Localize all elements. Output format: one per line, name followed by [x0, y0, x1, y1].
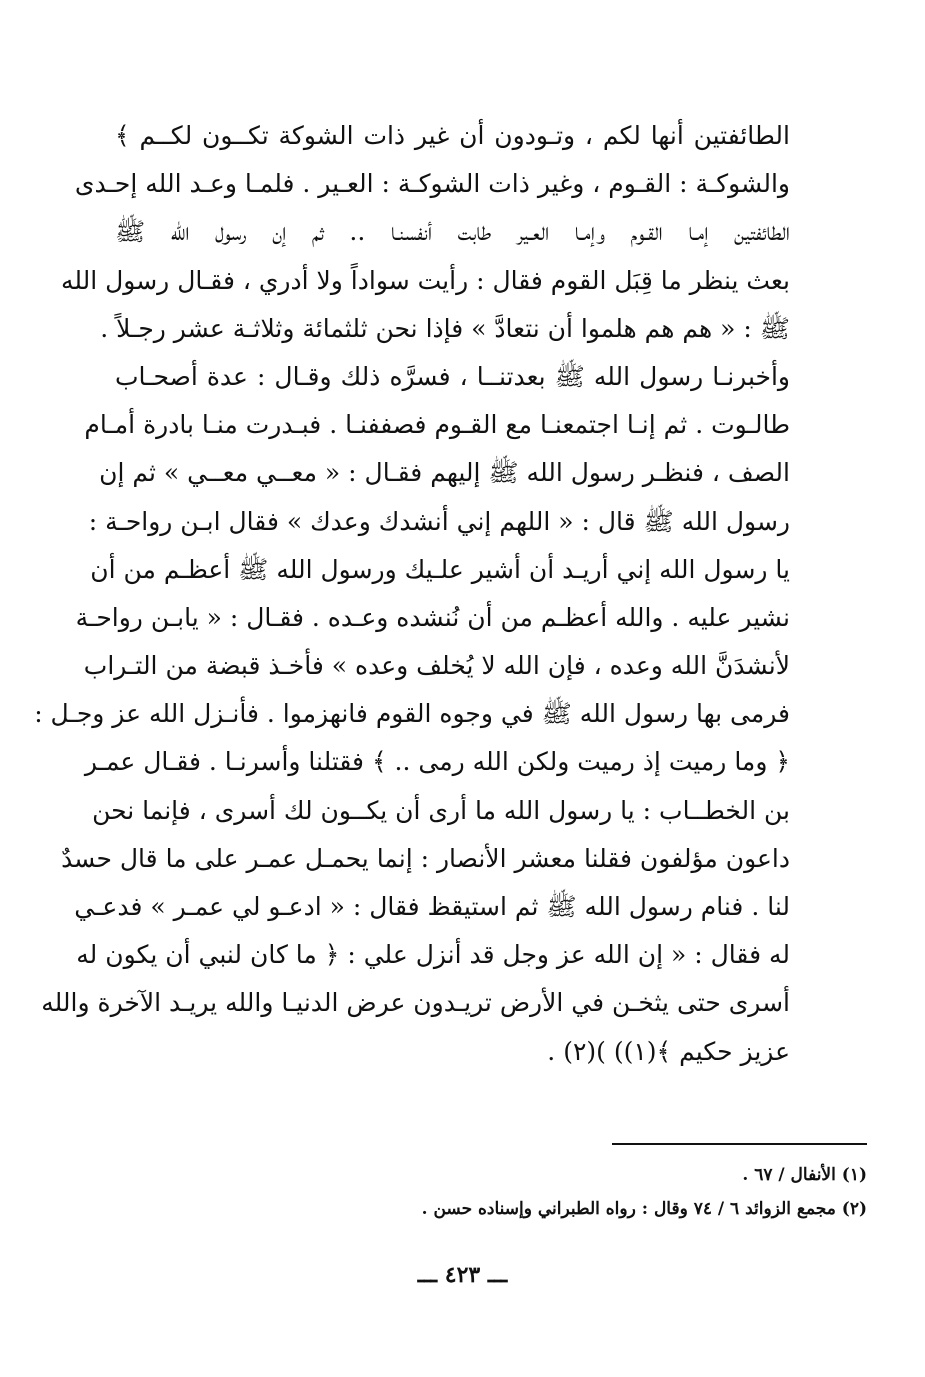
- text-line: ﴿ وما رميت إذ رميت ولكن الله رمى .. ﴾ فقتلنا وأسرنـا . فقـال عمـر: [84, 747, 790, 777]
- footnotes: [57, 1158, 867, 1226]
- text-line: الطائفتين أنها لكم ، وتـودون أن غير ذات الشوكة تكــون لكــم ﴾: [115, 121, 790, 150]
- text-line: نشير عليه . والله أعظـم من أن نُنشده وعـده . فقـال : « يابـن رواحـة: [75, 602, 790, 632]
- footnote-2: (٢) مجمع الزوائد ٦ / ٧٤ وقال : رواه الطبراني وإسناده حسن .: [421, 1199, 867, 1219]
- text-line: وأخبرنـا رسول الله ﷺ بعدتنــا ، فسرَّه ذلك وقـال : عدة أصحـاب: [115, 361, 790, 391]
- text-line: لنا . فنام رسول الله ﷺ ثم استيقظ فقال : « ادعـو لي عمـر » فدعـي: [74, 892, 790, 921]
- text-line: بعث ينظر ما قِبَل القوم فقال : رأيت سواداً ولا أدري ، فقـال رسول الله: [60, 265, 790, 295]
- footnote-1: (١) الأنفال / ٦٧ .: [742, 1165, 867, 1185]
- body-text: [34, 112, 790, 1076]
- text-line: فرمى بها رسول الله ﷺ في وجوه القوم فانهزموا . فأنـزل الله عز وجـل :: [34, 699, 790, 729]
- text-line: طالـوت . ثم إنـا اجتمعنـا مع القـوم فصففنـا . فبـدرت منـا بادرة أمـام: [84, 410, 790, 440]
- text-line: بن الخطــاب : يا رسول الله ما أرى أن يكــون لك أسرى ، فإنما نحن: [92, 795, 790, 825]
- page-number: ـــ ٤٢٣ ـــ: [417, 1262, 508, 1288]
- text-line: عزيز حكيم ﴾(١)) )(٢) .: [547, 1036, 790, 1066]
- text-line: له فقال : « إن الله عز وجل قد أنزل علي : ﴿ ما كان لنبي أن يكون له: [76, 940, 790, 970]
- text-line: الطائفتين إمـا القـوم وإمـا العـير طابت أنفسنـا .. ثم إن رسول الله ﷺ: [115, 217, 790, 247]
- text-line: رسول الله ﷺ قال : « اللهم إني أنشدك وعدك » فقال ابـن رواحـة :: [88, 506, 790, 536]
- text-line: داعون مؤلفون فقلنا معشر الأنصار : إنما يحمـل عمـر على ما قال حسدٌ: [61, 843, 790, 873]
- text-line: أسرى حتى يثخـن في الأرض تريـدون عرض الدنيـا والله يريـد الآخرة والله: [41, 988, 790, 1018]
- text-line: يا رسول الله إني أريـد أن أشير علـيك ورسول الله ﷺ أعظـم من أن: [90, 554, 790, 584]
- text-line: والشوكـة : القـوم ، وغير ذات الشوكـة : العـير . فلمـا وعـد الله إحـدى: [74, 169, 790, 199]
- text-line: ﷺ : « هم هم هلموا أن نتعادَّ » فإذا نحن ثلثمائة وثلاثـة عشر رجـلاً .: [100, 313, 790, 343]
- text-line: الصف ، فنظـر رسول الله ﷺ إليهم فقـال : « معــي معــي » ثم إن: [99, 458, 790, 488]
- footnote-divider: [612, 1143, 867, 1145]
- text-line: لأنشدَنَّ الله وعده ، فإن الله لا يُخلف وعده » فأخـذ قبضة من التـراب: [83, 651, 790, 681]
